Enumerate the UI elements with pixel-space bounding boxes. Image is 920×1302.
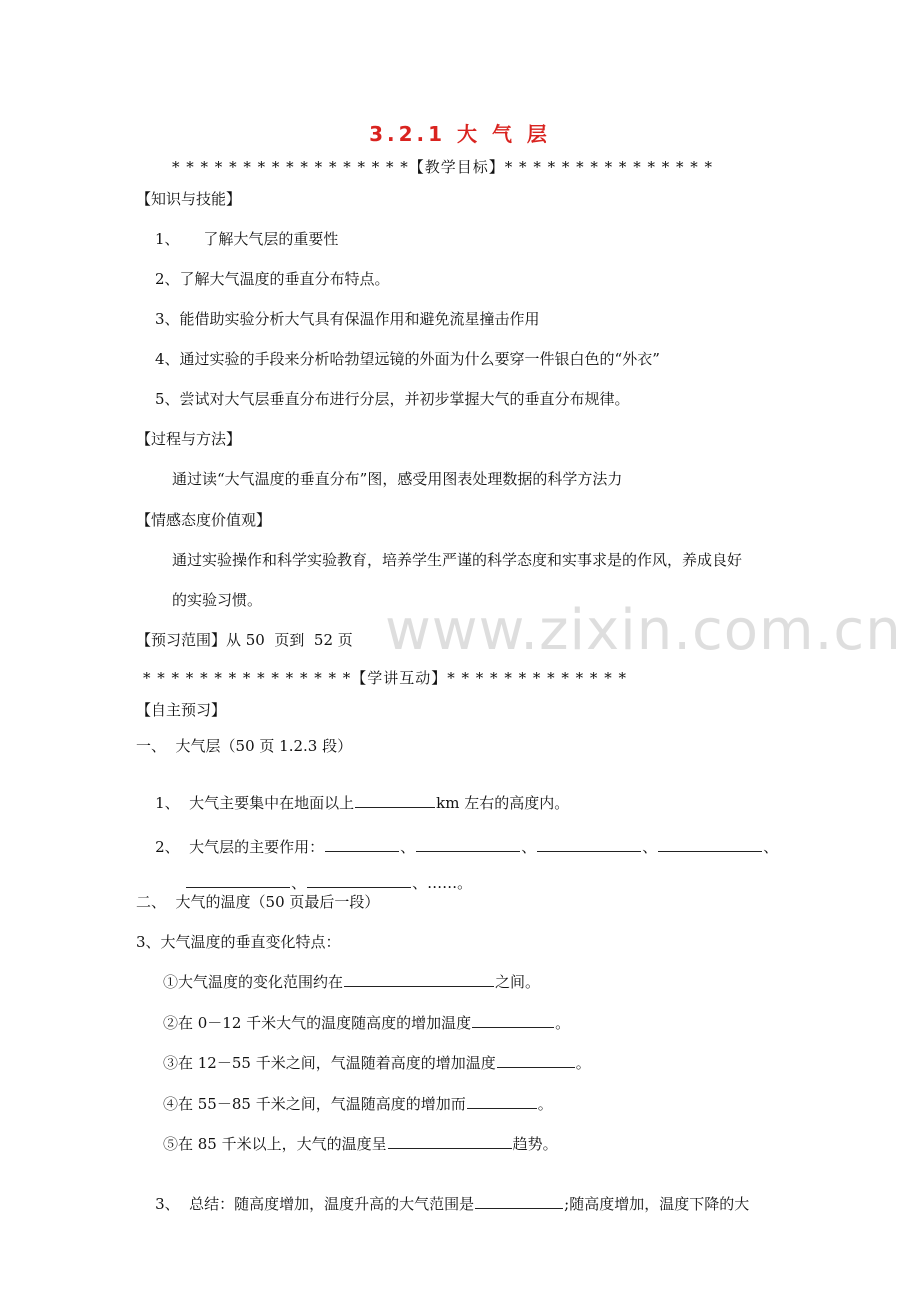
question-text: 2、 大气层的主要作用： bbox=[155, 838, 325, 856]
objectives-divider: * * * * * * * * * * * * * * * * *【教学目标】* * * * * * * * * * * * * * * bbox=[172, 158, 714, 176]
knowledge-heading: 【知识与技能】 bbox=[136, 190, 242, 208]
knowledge-item: 3、能借助实验分析大气具有保温作用和避免流星撞击作用 bbox=[155, 310, 540, 328]
question-text: ①大气温度的变化范围约在 bbox=[163, 973, 344, 991]
separator: 、 bbox=[763, 838, 779, 856]
summary bbox=[136, 1174, 749, 1234]
emotion-heading: 【情感态度价值观】 bbox=[136, 511, 272, 529]
emotion-text-line1: 通过实验操作和科学实验教育，培养学生严谨的科学态度和实事求是的作风，养成良好 bbox=[172, 551, 743, 569]
answer-blank[interactable] bbox=[355, 793, 435, 808]
question-text: 。 bbox=[537, 1095, 553, 1113]
process-heading: 【过程与方法】 bbox=[136, 430, 242, 448]
process-text: 通过读“大气温度的垂直分布”图，感受用图表处理数据的科学方法力 bbox=[172, 470, 623, 488]
sub-question-5 bbox=[163, 1134, 558, 1154]
separator: 、 bbox=[400, 838, 416, 856]
question-text: 。 bbox=[575, 1054, 591, 1072]
separator: 、 bbox=[521, 838, 537, 856]
answer-blank[interactable] bbox=[497, 1053, 575, 1068]
question-text: ③在 12－55 千米之间，气温随着高度的增加温度 bbox=[163, 1054, 496, 1072]
question-text: 之间。 bbox=[495, 973, 541, 991]
question-text: ④在 55－85 千米之间，气温随高度的增加而 bbox=[163, 1095, 466, 1113]
preview-range: 【预习范围】从 50 页到 52 页 bbox=[136, 631, 353, 649]
separator: 、 bbox=[291, 874, 307, 892]
knowledge-item: 5、尝试对大气层垂直分布进行分层，并初步掌握大气的垂直分布规律。 bbox=[155, 390, 630, 408]
knowledge-item: 1、 了解大气层的重要性 bbox=[155, 230, 339, 248]
answer-blank[interactable] bbox=[388, 1134, 512, 1149]
answer-blank[interactable] bbox=[537, 837, 641, 852]
question-3: 3、大气温度的垂直变化特点： bbox=[136, 933, 341, 951]
question-text: 。 bbox=[555, 1014, 571, 1032]
answer-blank[interactable] bbox=[475, 1194, 563, 1209]
question-text: 趋势。 bbox=[512, 1135, 558, 1153]
document-title: 3.2.1 大 气 层 bbox=[369, 122, 551, 146]
section-heading: 一、 大气层（50 页 1.2.3 段） bbox=[136, 737, 353, 755]
question-text: ;随高度增加，温度下降的大 bbox=[564, 1195, 750, 1213]
section-heading: 二、 大气的温度（50 页最后一段） bbox=[136, 893, 380, 911]
answer-blank[interactable] bbox=[467, 1094, 537, 1109]
answer-blank[interactable] bbox=[344, 972, 494, 987]
answer-blank[interactable] bbox=[416, 837, 520, 852]
self-study-heading: 【自主预习】 bbox=[136, 701, 227, 719]
sub-question-4 bbox=[163, 1094, 553, 1114]
knowledge-item: 4、通过实验的手段来分析哈勃望远镜的外面为什么要穿一件银白色的“外衣” bbox=[155, 350, 660, 368]
interaction-divider: * * * * * * * * * * * * * * *【学讲互动】* * * * * * * * * * * * * bbox=[143, 669, 627, 687]
answer-blank[interactable] bbox=[325, 837, 399, 852]
watermark: www.zixin.com.cn bbox=[385, 598, 902, 663]
question-text: km 左右的高度内。 bbox=[436, 794, 570, 812]
sub-question-2 bbox=[163, 1013, 570, 1033]
sub-question-3 bbox=[163, 1053, 591, 1073]
answer-blank[interactable] bbox=[186, 873, 290, 888]
question-text: 、……。 bbox=[412, 874, 473, 892]
separator: 、 bbox=[642, 838, 658, 856]
question-text: 1、 大气主要集中在地面以上 bbox=[155, 794, 355, 812]
sub-question-1 bbox=[163, 972, 540, 992]
answer-blank[interactable] bbox=[658, 837, 762, 852]
knowledge-item: 2、了解大气温度的垂直分布特点。 bbox=[155, 270, 390, 288]
answer-blank[interactable] bbox=[307, 873, 411, 888]
question-text: ⑤在 85 千米以上，大气的温度呈 bbox=[163, 1135, 387, 1153]
answer-blank[interactable] bbox=[472, 1013, 554, 1028]
emotion-text-line2: 的实验习惯。 bbox=[172, 591, 263, 609]
question-text: ②在 0－12 千米大气的温度随高度的增加温度 bbox=[163, 1014, 472, 1032]
question-text: 3、 总结：随高度增加，温度升高的大气范围是 bbox=[155, 1195, 475, 1213]
